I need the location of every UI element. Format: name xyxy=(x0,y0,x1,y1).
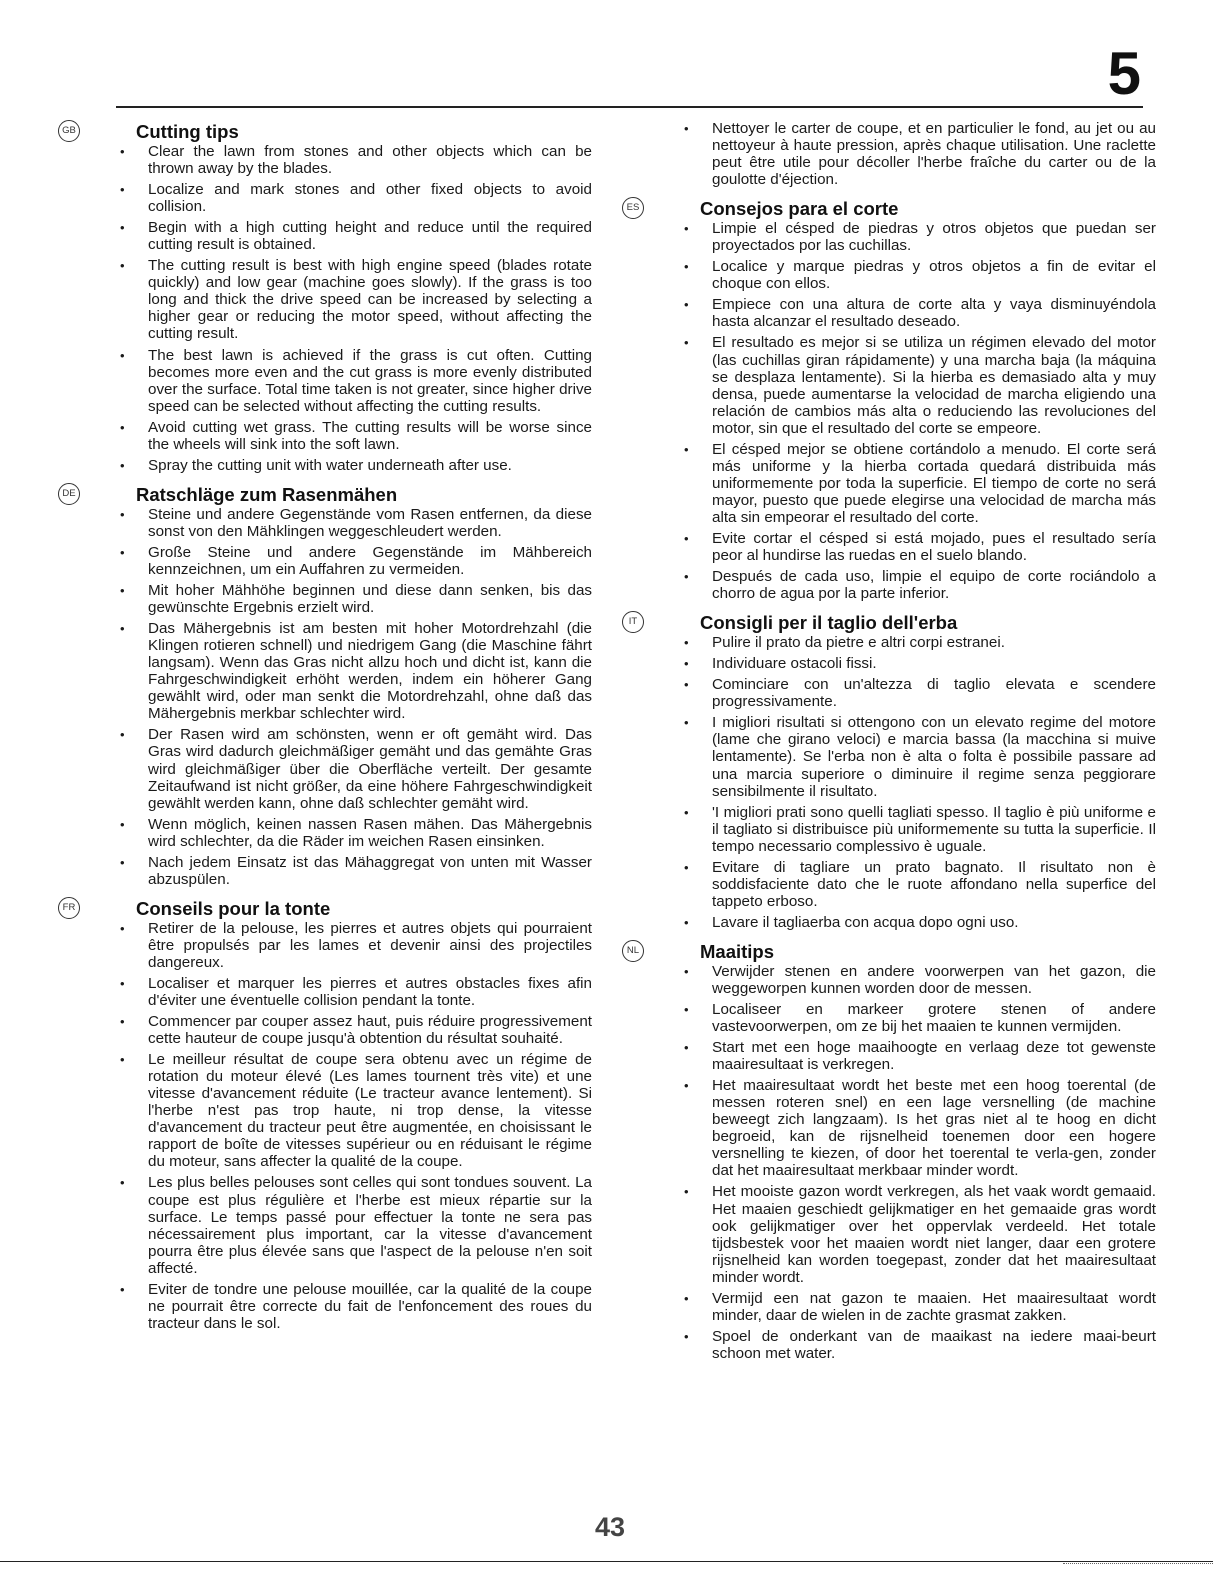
bullet-item: • The cutting result is best with high engine speed (blades rotate quickly) and low gear (machine goes slowly). If the grass is too long and thick the drive speed can be increased by selecting a higher gear or reducing the motor speed, without affecting the cutting result. xyxy=(114,257,592,342)
footer-rule xyxy=(0,1561,1213,1562)
bullet-item: • Limpie el césped de piedras y otros objetos que puedan ser proyectados por las cuchillas. xyxy=(678,220,1156,254)
bullet-item: • Begin with a high cutting height and reduce until the required cutting result is obtained. xyxy=(114,219,592,253)
bullet-item: • Steine und andere Gegenstände vom Rasen entfernen, da diese sonst von den Mähklingen weggeschleudert werden. xyxy=(114,506,592,540)
bullet-list xyxy=(114,143,592,474)
bullet-item: • 'I migliori prati sono quelli tagliati spesso. Il taglio è più uniforme e il tagliato si distribuisce più uniformemente su tutta la superficie. Il tempo necessario complessivo è uguale. xyxy=(678,804,1156,855)
bullet-item: • Das Mähergebnis ist am besten mit hoher Motordrehzahl (die Klingen rotieren schnell) und niedrigem Gang (die Maschine fährt langsam). Wenn das Gras nicht allzu hoch und dicht ist, kann die Fahrgeschwindigkeit erhöht werden, indem ein höherer Gang gewählt wird, oder man senkt die Motordrehzahl, ohne daß das Mähergebnis merkbar schlechter wird. xyxy=(114,620,592,722)
bullet-item: • Pulire il prato da pietre e altri corpi estranei. xyxy=(678,634,1156,651)
bullet-list xyxy=(678,220,1156,602)
bullet-item: • Clear the lawn from stones and other objects which can be thrown away by the blades. xyxy=(114,143,592,177)
bullet-item: • Commencer par couper assez haut, puis réduire progressivement cette hauteur de coupe jusqu'à obtention du résultat souhaité. xyxy=(114,1013,592,1047)
bullet-item: • Individuare ostacoli fissi. xyxy=(678,655,1156,672)
page-number: 43 xyxy=(594,1512,626,1542)
bullet-item: • El césped mejor se obtiene cortándolo a menudo. El corte será más uniforme y la hierba cortada quedará distribuida más uniformemente por toda la superficie. El tiempo de corte no será mayor, puesto que puede elegirse una velocidad de marcha más alta sin empeorar el resultado del corte. xyxy=(678,441,1156,526)
bullet-item: • Der Rasen wird am schönsten, wenn er oft gemäht wird. Das Gras wird dadurch gleichmäßiger gemäht und das gemähte Gras wird gleichmäßiger über die Oberfläche verteilt. Der gesamte Zeitaufwand ist nicht größer, da eine höhere Fahrgeschwindigkeit gewählt werden kann, ohne daß schlechter gemäht wird. xyxy=(114,726,592,811)
section-title: Consejos para el corte xyxy=(700,198,899,220)
section-fr xyxy=(62,897,592,1332)
section-heading xyxy=(626,940,1156,963)
language-badge: GB xyxy=(58,120,80,142)
bullet-item: • Cominciare con un'altezza di taglio elevata e scendere progressivamente. xyxy=(678,676,1156,710)
bullet-item: • Start met een hoge maaihoogte en verlaag deze tot gewenste maairesultaat is verkregen. xyxy=(678,1039,1156,1073)
bullet-item: • Evite cortar el césped si está mojado, pues el resultado sería peor al hundirse las ruedas en el suelo blando. xyxy=(678,530,1156,564)
bullet-item: • Wenn möglich, keinen nassen Rasen mähen. Das Mähergebnis wird schlechter, da die Räder im weichen Rasen einsinken. xyxy=(114,816,592,850)
bullet-item: • I migliori risultati si ottengono con un elevato regime del motore (lame che girano veloci) e marcia bassa (la macchina si muive lentamente). Se l'erba non è alta o folta è possibile passare ad una marcia superiore o diminuire il regime senza peggiorare sensibilmente il risultato. xyxy=(678,714,1156,799)
bullet-item: • Nettoyer le carter de coupe, et en particulier le fond, au jet ou au nettoyeur à haute pression, après chaque utilisation. Une raclette peut être utile pour décoller l'herbe fraîche du carter ou de la goulotte d'éjection. xyxy=(678,120,1156,188)
language-badge: DE xyxy=(58,483,80,505)
bullet-item: • Eviter de tondre une pelouse mouillée, car la qualité de la coupe ne pourrait être correcte du fait de l'enfoncement des roues du tracteur dans le sol. xyxy=(114,1281,592,1332)
bullet-item: • Localize and mark stones and other fixed objects to avoid collision. xyxy=(114,181,592,215)
bullet-item: • Localiseer en markeer grotere stenen of andere vastevoorwerpen, om ze bij het maaien te kunnen vermijden. xyxy=(678,1001,1156,1035)
bullet-list xyxy=(678,634,1156,931)
bullet-item: • The best lawn is achieved if the grass is cut often. Cutting becomes more even and the cut grass is more evenly distributed over the surface. Total time taken is not greater, since higher drive speed can be selected without affecting the cutting results. xyxy=(114,347,592,415)
bullet-item: • Spray the cutting unit with water underneath after use. xyxy=(114,457,592,474)
section-heading xyxy=(62,483,592,506)
bullet-item: • Localiser et marquer les pierres et autres obstacles fixes afin d'éviter une éventuelle collision pendant la tonte. xyxy=(114,975,592,1009)
bullet-item: • Le meilleur résultat de coupe sera obtenu avec un régime de rotation du moteur élevé (Les lames tournent très vite) et une vitesse d'avancement réduite (Le tracteur avance lentement). Si l'herbe n'est pas trop haute, ni trop dense, la vitesse d'avancement du tracteur peut être augmentée, en choisissant le rapport de boîte de vitesses supérieur ou en réduisant le régime du moteur, sans affecter la qualité de la coupe. xyxy=(114,1051,592,1170)
corner-mark xyxy=(1063,1563,1213,1564)
bullet-item: • Große Steine und andere Gegenstände im Mähbereich kennzeichnen, um ein Auffahren zu vermeiden. xyxy=(114,544,592,578)
bullet-item: • Het mooiste gazon wordt verkregen, als het vaak wordt gemaaid. Het maaien geschiedt gelijkmatiger en het gemaaide gras wordt ook gelijkmatiger over het oppervlak verdeeld. Het totale tijdsbestek voor het maaien wordt niet langer, daar een grotere rijsnelheid kan worden toegepast, zonder dat het maairesultaat minder wordt. xyxy=(678,1183,1156,1285)
bullet-item: • Mit hoher Mähhöhe beginnen und diese dann senken, bis das gewünschte Ergebnis erzielt wird. xyxy=(114,582,592,616)
section-es xyxy=(626,197,1156,603)
bullet-list xyxy=(678,963,1156,1362)
bullet-list xyxy=(114,506,592,888)
bullet-list xyxy=(678,120,1156,188)
bullet-item: • Het maairesultaat wordt het beste met een hoog toerental (de messen roteren snel) en een lage versnelling (de machine beweegt zich langzaam). Is het gras niet al te hoog en dicht begroeid, kan de rijsnelheid toenemen door een hogere versnelling te kiezen, of door het toerental te verla-gen, zonder dat het maairesultaat merkbaar minder wordt. xyxy=(678,1077,1156,1179)
bullet-item: • Nach jedem Einsatz ist das Mähaggregat von unten mit Wasser abzuspülen. xyxy=(114,854,592,888)
bullet-item: • Avoid cutting wet grass. The cutting results will be worse since the wheels will sink into the soft lawn. xyxy=(114,419,592,453)
bullet-item: • Lavare il tagliaerba con acqua dopo ogni uso. xyxy=(678,914,1156,931)
chapter-number: 5 xyxy=(1107,40,1141,107)
bullet-item: • Después de cada uso, limpie el equipo de corte rociándolo a chorro de agua por la parte inferior. xyxy=(678,568,1156,602)
section-title: Maaitips xyxy=(700,940,775,962)
bullet-item: • Evitare di tagliare un prato bagnato. Il risultato non è soddisfaciente dato che le ruote affondano nella superfice del tappeto erboso. xyxy=(678,859,1156,910)
section-heading xyxy=(628,611,1156,634)
bullet-item: • El resultado es mejor si se utiliza un régimen elevado del motor (las cuchillas giran rápidamente) y una marcha baja (la máquina se desplaza lentamente). Si la hierba es demasiado alta y muy densa, puede aumentarse la velocidad de marcha eligiendo una relación de cambios más alta o reduciendo las revoluciones del motor, sin que el resultado del corte se empeore. xyxy=(678,334,1156,436)
section-nl xyxy=(626,940,1156,1362)
section-title: Consigli per il taglio dell'erba xyxy=(700,612,958,634)
section-heading xyxy=(626,197,1156,220)
language-badge: NL xyxy=(622,940,644,962)
right-column xyxy=(626,120,1156,1371)
bullet-item: • Localice y marque piedras y otros objetos a fin de evitar el choque con ellos. xyxy=(678,258,1156,292)
bullet-list xyxy=(114,920,592,1332)
left-column xyxy=(62,120,592,1341)
language-badge: ES xyxy=(622,197,644,219)
language-badge: FR xyxy=(58,897,80,919)
bullet-item: • Retirer de la pelouse, les pierres et autres objets qui pourraient être propulsés par les lames et devenir ainsi des projectiles dangereux. xyxy=(114,920,592,971)
section-heading xyxy=(62,120,592,143)
bullet-item: • Les plus belles pelouses sont celles qui sont tondues souvent. La coupe est plus régulière et l'herbe est mieux répartie sur la surface. Le temps passé pour effectuer la tonte ne sera pas nécessairement plus important, car la vitesse d'avancement pourra être plus élevée sans que l'aspect de la pelouse n'en soit affecté. xyxy=(114,1174,592,1276)
bullet-item: • Empiece con una altura de corte alta y vaya disminuyéndola hasta alcanzar el resultado deseado. xyxy=(678,296,1156,330)
section-title: Cutting tips xyxy=(136,121,239,142)
section-it xyxy=(628,611,1156,931)
section-gb xyxy=(62,120,592,474)
bullet-item: • Spoel de onderkant van de maaikast na iedere maai-beurt schoon met water. xyxy=(678,1328,1156,1362)
section-title: Conseils pour la tonte xyxy=(136,897,331,919)
section-continued xyxy=(678,120,1156,188)
bullet-item: • Vermijd een nat gazon te maaien. Het maairesultaat wordt minder, daar de wielen in de zachte grasmat zakken. xyxy=(678,1290,1156,1324)
section-title: Ratschläge zum Rasenmähen xyxy=(136,483,398,505)
language-badge: IT xyxy=(622,611,644,633)
section-heading xyxy=(62,897,592,920)
section-de xyxy=(62,483,592,888)
bullet-item: • Verwijder stenen en andere voorwerpen van het gazon, die weggeworpen kunnen worden door de messen. xyxy=(678,963,1156,997)
header-rule xyxy=(116,106,1143,108)
